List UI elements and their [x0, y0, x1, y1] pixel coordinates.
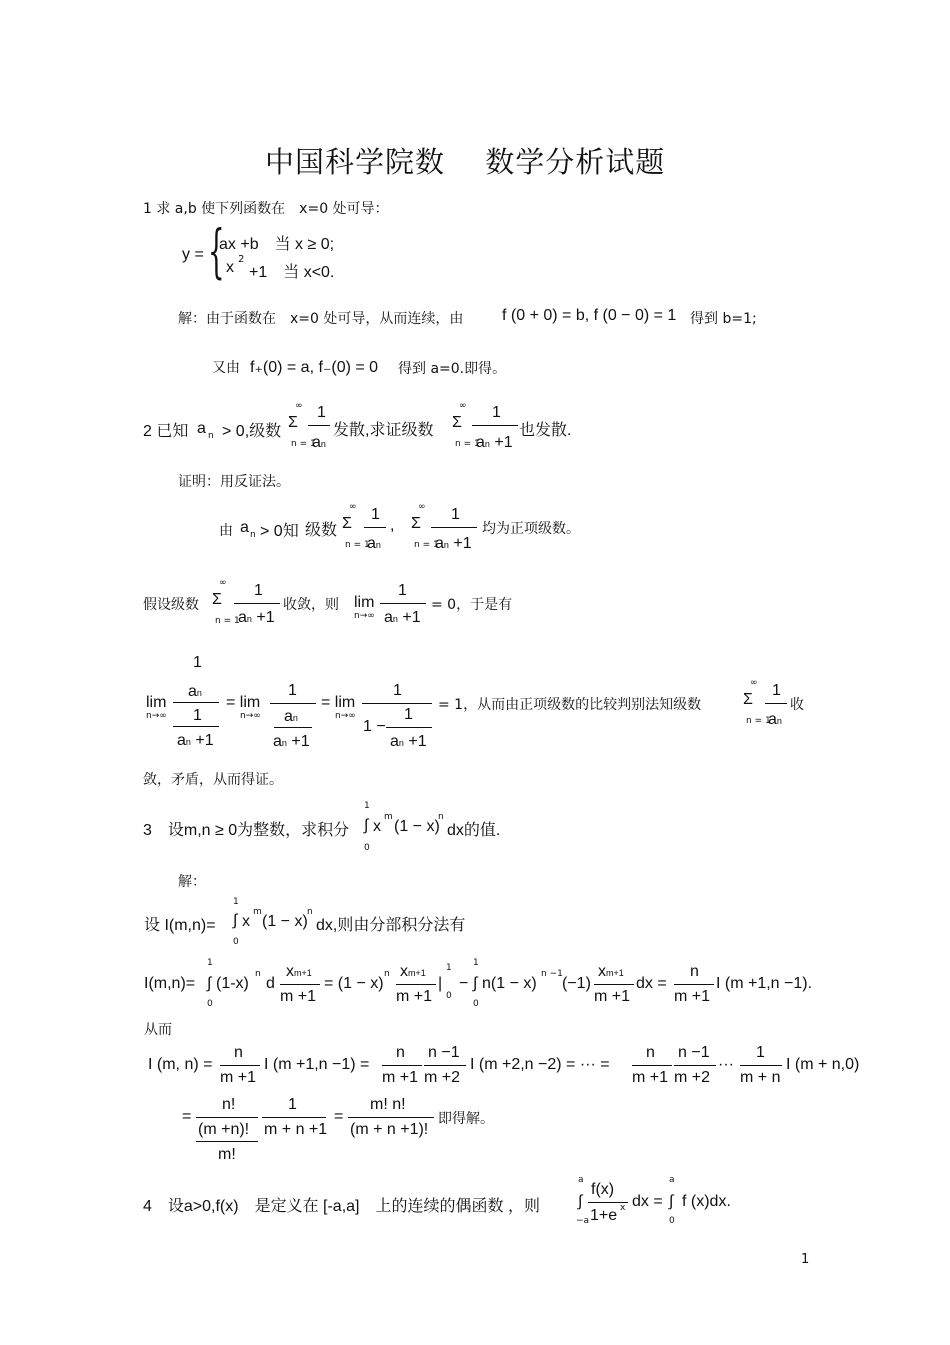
ibp-1mx: (1-x)	[216, 975, 249, 992]
compare: = 1，从而由正项级数的比较判别法知级数	[438, 697, 702, 713]
define-I: 设 I(m,n)=	[144, 917, 216, 934]
a-n: a	[197, 420, 206, 437]
sum6-upper: ∞	[750, 678, 758, 688]
c1-I: I (m +1,n −1) =	[264, 1056, 370, 1073]
g2-den: m + n +1	[264, 1121, 328, 1138]
integrand-1mx: (1 − x)	[394, 818, 440, 835]
solution-2-equation: f₊(0) = a, f₋(0) = 0	[250, 359, 379, 376]
f13-den: m +1	[674, 988, 711, 1005]
problem-2-also: 也发散.	[519, 422, 572, 439]
by-cond: > 0知	[260, 523, 299, 540]
big-frac-1: 1	[193, 707, 202, 724]
hence: 从而	[144, 1022, 172, 1038]
frac5-den: an +1	[238, 609, 275, 626]
f12-den: m +1	[594, 988, 631, 1005]
int2-sign: ∫	[233, 912, 238, 929]
c4-num: n	[646, 1044, 655, 1061]
frac5-num: 1	[254, 582, 263, 599]
int3-lower: 0	[207, 999, 213, 1009]
ibp-d: d	[266, 975, 275, 992]
def-1mx: (1 − x)	[262, 913, 308, 930]
lim-4-sub: n→∞	[335, 711, 356, 721]
eval-lower: 0	[446, 991, 452, 1001]
frac4-den: an +1	[435, 535, 472, 552]
ibp-eq: = (1 − x)	[324, 975, 384, 992]
frac3-den: an	[367, 535, 381, 552]
ibp-exp-n2: n	[384, 969, 390, 979]
c3-I: I (m +2,n −2) = ··· =	[470, 1056, 610, 1073]
frac6-num: 1	[398, 582, 407, 599]
int4-upper: 1	[473, 958, 479, 968]
by-end: 均为正项级数。	[482, 521, 580, 537]
c3-num: n −1	[428, 1044, 460, 1061]
f8-inner-den: an +1	[390, 733, 427, 750]
solution-equation: f (0 + 0) = b, f (0 − 0) = 1	[502, 307, 677, 324]
g3-den: (m + n +1)!	[350, 1121, 429, 1138]
f7-an: an	[284, 708, 298, 725]
left-brace: {	[208, 217, 225, 285]
int6-sign: ∫	[669, 1193, 674, 1210]
case-2-rest: +1 当 x<0.	[249, 264, 335, 281]
frac-num: 1	[317, 404, 326, 421]
sum-sign: Σ	[288, 414, 298, 431]
g1-den: (m +n)!	[198, 1121, 250, 1138]
f11-den: m +1	[396, 988, 433, 1005]
sum4-lower: n = 1	[414, 540, 439, 550]
f9-den: an	[768, 711, 782, 728]
final-eq: =	[182, 1108, 192, 1125]
subscript-n: n	[208, 431, 214, 441]
p4-num: f(x)	[591, 1181, 615, 1198]
proof-label: 证明：用反证法。	[178, 474, 290, 490]
int5-lower: −a	[576, 1216, 590, 1226]
problem-2-start: 2 已知	[143, 423, 189, 440]
int6-lower: 0	[669, 1216, 675, 1226]
ibp-minus: −	[459, 975, 469, 992]
sum5-upper: ∞	[219, 578, 227, 588]
f8-inner-num: 1	[404, 706, 413, 723]
frac6-den: an +1	[384, 609, 421, 626]
problem-4-question: 4 设a>0,f(x) 是定义在 [-a,a] 上的连续的偶函数 ，则	[143, 1198, 540, 1215]
int3-upper: 1	[207, 958, 213, 968]
g2-num: 1	[288, 1096, 297, 1113]
ibp-neg1: (−1)	[562, 975, 591, 992]
problem-2-diverge: 发散,求证级数	[333, 422, 434, 439]
ibp-dx: dx =	[636, 975, 667, 992]
lim-2-sub: n→∞	[146, 711, 167, 721]
integrand-x: x	[373, 818, 381, 835]
problem-1-question: 1 求 a,b 使下列函数在 x=0 处可导：	[143, 201, 389, 217]
g1-mfact: m!	[218, 1146, 236, 1163]
frac-den: an	[312, 434, 326, 451]
f10-den: m +1	[280, 988, 317, 1005]
int2-lower: 0	[233, 937, 239, 947]
by-series: 级数	[305, 522, 338, 539]
sum2-upper: ∞	[459, 401, 467, 411]
f7-den: an +1	[273, 733, 310, 750]
page-number: 1	[801, 1252, 810, 1267]
sum6-lower: n = 1	[746, 716, 771, 726]
sum6-sign: Σ	[743, 691, 753, 708]
chain-lhs: I (m, n) =	[148, 1056, 213, 1073]
integrand-end: dx的值.	[447, 822, 501, 839]
g1-num: n!	[222, 1096, 236, 1113]
int-upper: 1	[364, 801, 370, 811]
converge: 收敛，则	[283, 597, 339, 613]
by-start: 由	[219, 523, 233, 539]
def-x: x	[242, 913, 250, 930]
by-a: a	[240, 519, 249, 536]
int4-sign: ∫	[473, 975, 478, 992]
frac2-num: 1	[492, 404, 501, 421]
f13-num: n	[690, 963, 699, 980]
subscript-n-2: n	[250, 530, 256, 540]
problem-1-solution: 解：由于函数在 x=0 处可导，从而连续，由	[178, 311, 464, 327]
solution-label: 解：	[178, 874, 206, 890]
f10-num: xm+1	[286, 963, 312, 980]
frac2-den: an +1	[476, 434, 513, 451]
ibp-exp-n: n	[255, 969, 261, 979]
chain-end: I (m + n,0)	[786, 1056, 860, 1073]
c2-den: m +1	[382, 1069, 419, 1086]
final-eq2: =	[334, 1108, 344, 1125]
problem-3-question: 3 设m,n ≥ 0为整数，求积分	[143, 822, 350, 839]
c1-den: m +1	[220, 1069, 257, 1086]
lim-4: = lim	[321, 694, 356, 711]
sum3-sign: Σ	[342, 515, 352, 532]
int-lower: 0	[364, 843, 370, 853]
exp-n: n	[438, 812, 444, 822]
def-exp-n: n	[307, 907, 313, 917]
assume: 假设级数	[143, 597, 199, 613]
sum5-sign: Σ	[212, 591, 222, 608]
f12-num: xm+1	[598, 963, 624, 980]
lim-3-sub: n→∞	[240, 711, 261, 721]
lim-3: = lim	[226, 694, 261, 711]
c1-num: n	[234, 1044, 243, 1061]
int5-upper: a	[578, 1175, 584, 1185]
solution-2-start: 又由	[212, 360, 240, 376]
sum4-upper: ∞	[418, 502, 426, 512]
int-sign: ∫	[364, 817, 369, 834]
shou: 收	[790, 697, 804, 713]
int6-upper: a	[669, 1175, 675, 1185]
lim-1: lim	[354, 594, 375, 611]
ibp-lhs: I(m,n)=	[144, 975, 196, 992]
f8-one: 1 −	[363, 718, 386, 735]
solution-2-end: 得到 a=0.即得。	[398, 361, 507, 377]
c5-num: n −1	[678, 1044, 710, 1061]
p4-mid: dx =	[632, 1193, 663, 1210]
case-2-x: x	[226, 259, 234, 276]
int5-sign: ∫	[578, 1193, 583, 1210]
eval-bar: |	[438, 975, 443, 992]
c5-den: m +2	[674, 1069, 711, 1086]
y-label: y =	[182, 246, 204, 263]
def-end: dx,则由分部积分法有	[316, 917, 466, 934]
sum-lower: n = 1	[291, 439, 316, 449]
sum2-lower: n = 1	[455, 439, 480, 449]
sum-upper: ∞	[295, 401, 303, 411]
case-1: ax +b 当 x ≥ 0;	[219, 236, 335, 253]
frac3-num: 1	[371, 506, 380, 523]
solution-end: 得到 b=1;	[690, 311, 757, 327]
c6-den: m + n	[740, 1069, 781, 1086]
eq-zero: = 0，于是有	[431, 597, 513, 613]
p4-den-exp: x	[620, 1203, 626, 1213]
sum3-upper: ∞	[349, 502, 357, 512]
big-frac-top: 1	[193, 654, 202, 671]
sum2-sign: Σ	[452, 414, 462, 431]
case-2-exponent: 2	[238, 254, 245, 265]
c2-num: n	[396, 1044, 405, 1061]
p4-den: 1+e	[590, 1207, 618, 1224]
int3-sign: ∫	[207, 975, 212, 992]
sum3-lower: n = 1	[345, 540, 370, 550]
exp-m: m	[384, 812, 393, 822]
c4-den: m +1	[632, 1069, 669, 1086]
ibp-n1mx: n(1 − x)	[482, 975, 537, 992]
problem-2-cond: > 0,级数	[222, 423, 282, 440]
final-end: 即得解。	[438, 1111, 494, 1127]
lim-1-sub: n→∞	[354, 611, 375, 621]
ibp-exp-nm1: n −1	[541, 969, 563, 979]
f11-num: xm+1	[400, 963, 426, 980]
comma: ,	[390, 517, 395, 534]
big-frac-an: an	[188, 683, 202, 700]
page-title: 中国科学院数 数学分析试题	[265, 145, 666, 179]
c6-num: 1	[756, 1044, 765, 1061]
frac4-num: 1	[451, 506, 460, 523]
c3-den: m +2	[424, 1069, 461, 1086]
sum5-lower: n = 1	[215, 616, 240, 626]
int4-lower: 0	[473, 999, 479, 1009]
c-dots: ···	[718, 1056, 734, 1073]
int2-upper: 1	[233, 897, 239, 907]
big-frac-den: an +1	[177, 732, 214, 749]
sum4-sign: Σ	[411, 515, 421, 532]
p4-rhs: f (x)dx.	[682, 1193, 731, 1210]
ibp-result: I (m +1,n −1).	[716, 975, 813, 992]
g3-num: m! n!	[370, 1096, 406, 1113]
def-exp-m: m	[253, 907, 262, 917]
contradiction: 敛，矛盾，从而得证。	[143, 772, 283, 788]
lim-2: lim	[146, 694, 167, 711]
f7-num: 1	[288, 682, 297, 699]
eval-upper: 1	[446, 963, 452, 973]
f8-num: 1	[393, 682, 402, 699]
f9-num: 1	[772, 682, 781, 699]
